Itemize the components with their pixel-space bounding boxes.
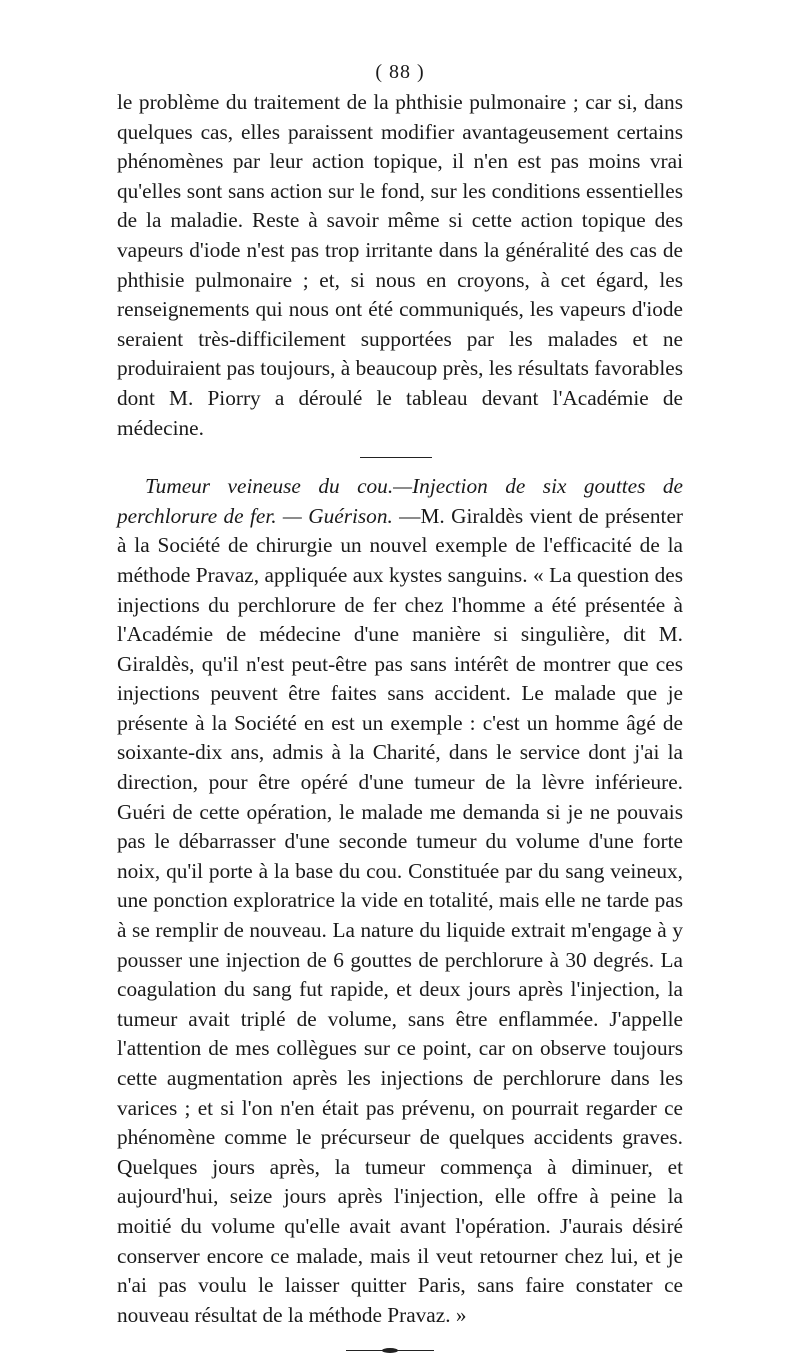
paragraph-venous-tumor — [117, 472, 683, 1330]
page — [117, 60, 683, 1354]
page-number: ( 88 ) — [375, 61, 425, 83]
end-ornament — [346, 1348, 434, 1354]
end-ornament-dot — [382, 1348, 398, 1353]
section-title: Tumeur veineuse du cou.—Injection de six gouttes de perchlorure de fer. — Guérison. — [117, 474, 683, 528]
paragraph-iodine-vapors: le problème du traitement de la phthisie pulmonaire ; car si, dans quelques cas, elles paraissent modifier avantageusement certains phénomènes par leur action topique, il n'en est pas moins vrai qu'elles sont sans action sur le fond, sur les conditions essentielles de la maladie. Reste à savoir même si cette action topique des vapeurs d'iode n'est pas trop irritante dans la généralité des cas de phthisie pulmonaire ; et, si nous en croyons, à cet égard, les renseignements qui nous ont été communiqués, les vapeurs d'iode seraient très-difficilement supportées par les malades et ne produiraient pas toujours, à beaucoup près, les résultats favorables dont M. Piorry a déroulé le tableau devant l'Académie de médecine. — [117, 90, 683, 440]
section-body: —M. Giraldès vient de présenter à la Société de chirurgie un nouvel exemple de l'efficacité de la méthode Pravaz, appliquée aux kystes sanguins. « La question des injections du perchlorure de fer chez l'homme a été présentée à l'Académie de médecine d'une manière si singulière, dit M. Giraldès, qu'il n'est peut-être pas sans intérêt de montrer que ces injections peuvent être faites sans accident. Le malade que je présente à la Société en est un exemple : c'est un homme âgé de soixante-dix ans, admis à la Charité, dans le service dont j'ai la direction, pour être opéré d'une tumeur de la lèvre inférieure. Guéri de cette opération, le malade me demanda si je ne pouvais pas le débarrasser d'une seconde tumeur du volume d'une forte noix, qu'il porte à la base du cou. Constituée par du sang veineux, une ponction exploratrice la vide en totalité, mais elle ne tarde pas à se remplir de nouveau. La nature du liquide extrait m'engage à y pousser une injection de 6 gouttes de perchlorure à 30 degrés. La coagulation du sang fut rapide, et deux jours après l'injection, la tumeur avait triplé de volume, sans être enflammée. J'appelle l'attention de mes collègues sur ce point, car on observe toujours cette augmentation après les injections de perchlorure dans les varices ; et si l'on n'en était pas prévenu, on pourrait regarder ce phénomène comme le précurseur de quelques accidents graves. Quelques jours après, la tumeur commença à diminuer, et aujourd'hui, seize jours après l'injection, elle offre à peine la moitié du volume qu'elle avait avant l'opération. J'aurais désiré conserver encore ce malade, mais il veut retourner chez lui, et je n'ai pas voulu le laisser quitter Paris, sans faire constater ce nouveau résultat de la méthode Pravaz. » — [117, 503, 683, 1327]
section-divider — [360, 457, 432, 458]
